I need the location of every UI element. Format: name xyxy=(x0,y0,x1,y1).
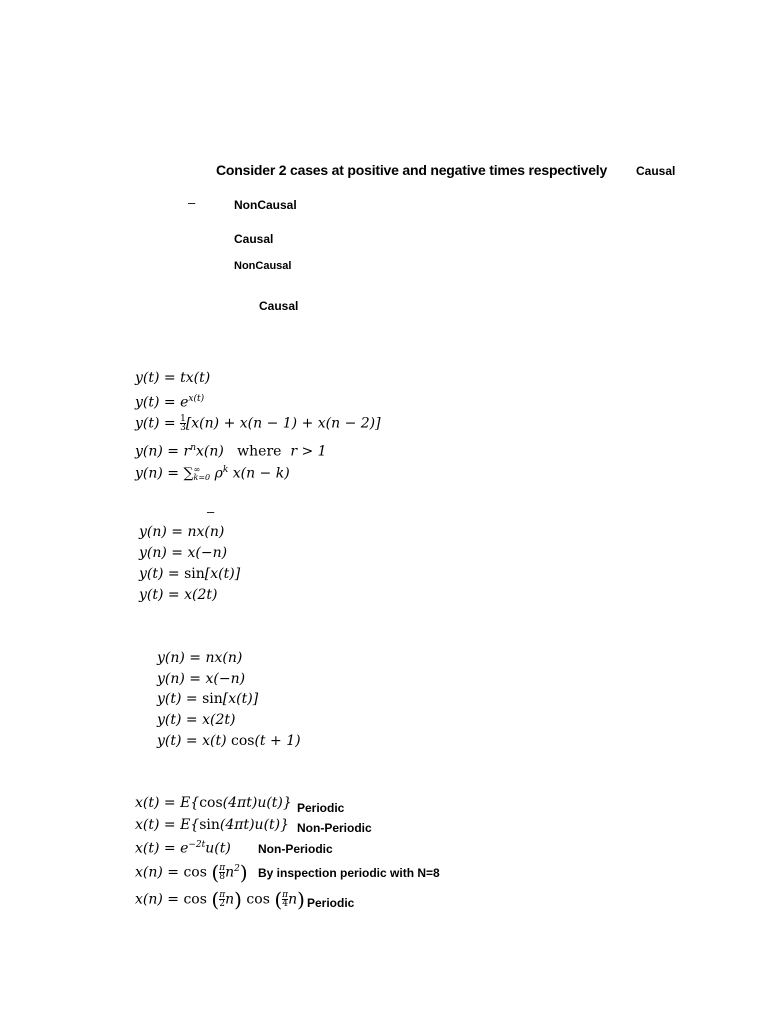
equation-2-3: y(t) = sin[x(t)] xyxy=(139,566,241,582)
dash-mark-2: – xyxy=(207,504,215,519)
equation-3-4: y(t) = x(2t) xyxy=(157,712,236,728)
result-label-4: Causal xyxy=(259,299,299,313)
equation-1-5: y(n) = ∑ ∞ k=0 $\rho^k$ x(n − k) xyxy=(135,464,290,482)
equation-3-1: y(n) = nx(n) xyxy=(157,650,243,666)
heading-text: Consider 2 cases at positive and negative times respectively xyxy=(216,162,608,178)
periodicity-label-4: By inspection periodic with N=8 xyxy=(258,866,440,880)
periodicity-label-5: Periodic xyxy=(307,896,355,910)
dash-mark: – xyxy=(188,195,196,210)
periodicity-label-3: Non-Periodic xyxy=(258,842,333,856)
periodicity-label-1: Periodic xyxy=(297,801,345,815)
equation-4-4: x(n) = cos ( $\frac{\pi}{8}$ $n^2$) xyxy=(135,860,248,885)
periodicity-label-2: Non-Periodic xyxy=(297,821,372,835)
equation-3-3: y(t) = sin[x(t)] xyxy=(157,691,259,707)
equation-4-3: $x(t) = e^{-2t}u(t)$ xyxy=(135,840,231,857)
result-label-2: Causal xyxy=(234,232,274,246)
equation-3-2: y(n) = x(−n) xyxy=(157,671,246,687)
equation-2-2: y(n) = x(−n) xyxy=(139,545,228,561)
equation-4-2: x(t) = E{sin(4πt)u(t)} xyxy=(135,817,290,833)
equation-1-2: $y(t) = e^{x(t)}$ xyxy=(135,394,205,411)
equation-2-1: y(n) = nx(n) xyxy=(139,524,225,540)
equation-1-3: y(t) = $\frac{1}{3}$ [x(n) + x(n − 1) + x(n − 2)] xyxy=(135,414,381,433)
equation-2-4: y(t) = x(2t) xyxy=(139,587,218,603)
equation-1-4: $y(n) = r^nx(n)$ where r > 1 xyxy=(135,443,327,460)
equation-4-5: x(n) = cos ( $\frac{\pi}{2}$ n) cos ( $\frac{\pi}{4}$ n) xyxy=(135,887,305,912)
result-label-1: NonCausal xyxy=(234,198,297,212)
result-label-3: NonCausal xyxy=(234,260,292,272)
equation-1-1: y(t) = tx(t) xyxy=(135,370,211,386)
equation-4-1: x(t) = E{cos(4πt)u(t)} xyxy=(135,795,292,811)
heading-result-label: Causal xyxy=(636,164,676,178)
equation-3-5: y(t) = x(t) cos(t + 1) xyxy=(157,733,301,749)
